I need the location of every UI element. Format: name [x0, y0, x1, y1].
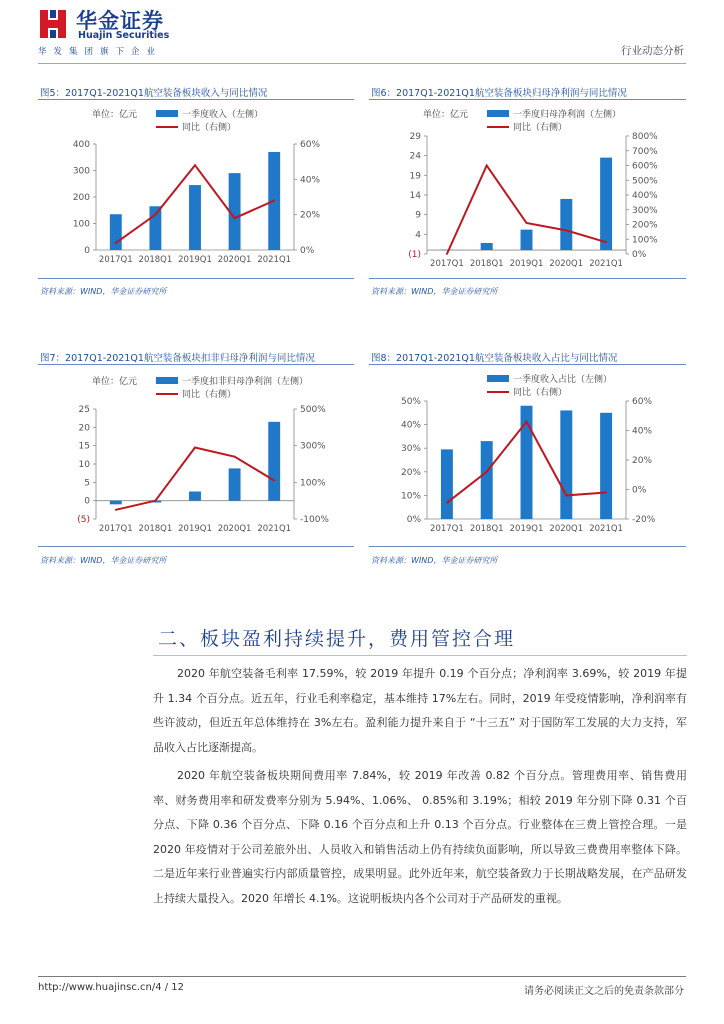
legend-bar-swatch — [487, 110, 509, 117]
left-axis-tick-label: 10% — [400, 491, 421, 502]
right-axis-tick-label: 60% — [632, 397, 653, 407]
report-type: 行业动态分析 — [621, 45, 684, 57]
figure-6-title: 图6：2017Q1-2021Q1航空装备板块归母净利润与同比情况 — [371, 88, 627, 99]
line-point — [234, 217, 236, 219]
line-point — [565, 230, 567, 232]
bar — [600, 413, 612, 519]
line-point — [194, 447, 196, 449]
line-point — [115, 242, 117, 244]
figure-6-source: 资料来源：WIND，华金证券研究所 — [371, 287, 498, 296]
left-axis-tick-label: 40% — [400, 420, 421, 431]
figure-8-title-line — [369, 364, 686, 365]
left-axis-tick-label: 100 — [72, 219, 90, 230]
bar — [189, 185, 201, 250]
left-axis-tick-label: 9 — [415, 210, 421, 221]
right-axis-tick-label: 40% — [632, 426, 653, 437]
x-axis-tick-label: 2021Q1 — [589, 259, 623, 269]
bar — [110, 214, 122, 250]
line-point — [446, 253, 448, 255]
line-point — [565, 495, 567, 497]
legend-bar-label: 一季度归母净利润（左侧） — [513, 110, 622, 120]
legend-bar-label: 一季度收入占比（左侧） — [513, 375, 613, 385]
right-axis-tick-label: 400% — [632, 191, 658, 201]
figure-5-source: 资料来源：WIND，华金证券研究所 — [40, 287, 167, 296]
right-axis-tick-label: 800% — [632, 132, 658, 142]
left-axis-tick-label: 300 — [72, 166, 90, 177]
line-point — [605, 492, 607, 494]
figure-7-bottom-line — [38, 546, 354, 547]
x-axis-tick-label: 2020Q1 — [217, 524, 252, 534]
left-axis-tick-label: (1) — [408, 250, 421, 260]
x-axis-tick-label: 2019Q1 — [509, 524, 544, 534]
right-axis-tick-label: 0% — [300, 246, 315, 256]
figure-6-bottom-line — [369, 278, 686, 279]
x-axis-tick-label: 2017Q1 — [98, 524, 133, 534]
x-axis-tick-label: 2020Q1 — [217, 255, 252, 265]
x-axis-tick-label: 2021Q1 — [257, 255, 292, 265]
left-axis-tick-label: 24 — [409, 151, 421, 162]
right-axis-tick-label: 200% — [632, 220, 658, 231]
left-axis-tick-label: 0 — [84, 246, 90, 256]
figure-5-title-line — [38, 99, 354, 100]
bar — [521, 230, 533, 250]
line-point — [486, 165, 488, 167]
x-axis-tick-label: 2017Q1 — [98, 255, 133, 265]
x-axis-tick-label: 2020Q1 — [549, 259, 584, 269]
left-axis-tick-label: 5 — [84, 478, 90, 489]
bar — [110, 501, 122, 505]
line-point — [526, 421, 528, 423]
line-point — [234, 456, 236, 458]
figure-8-bottom-line — [369, 546, 686, 547]
left-axis-tick-label: 15 — [78, 441, 90, 452]
paragraph-2: 2020 年航空装备板块期间费用率 7.84%，较 2019 年改善 0.82 个百分点。管理费用率、销售费用率、财务费用率和研发费率分别为 5.94%、1.06%、 0.85%和 3.19%；相较 2019 年分别下降 0.31 个百分点、下降 0.36 个百分点、下降 0.16 个百分点和上升 0.13 个百分点。行业整体在三费上管控合理。一是 2020 年疫情对于公司差旅外出、人员收入和销售活动上仍有持续负面影响，所以导致三费费用率整体下降。二是近年来行业普遍实行内部质量管控，成果明显。此外近年来，航空装备致力于长期战略发展，在产品研发上持续大量投入。2020 年增长 4.1%。这说明板块内各个公司对于产品研发的重视。 — [153, 769, 687, 905]
left-axis-tick-label: 4 — [415, 230, 421, 241]
bar — [481, 441, 493, 519]
left-axis-tick-label: 20% — [400, 467, 421, 478]
x-axis-tick-label: 2019Q1 — [509, 259, 544, 269]
bar — [600, 158, 612, 250]
right-axis-tick-label: 300% — [632, 205, 658, 216]
company-slogan: 华发集团旗下企业 — [38, 47, 163, 57]
company-logo-icon — [38, 8, 68, 40]
left-axis-tick-label: 400 — [72, 140, 90, 150]
company-name-cn: 华金证券 — [76, 9, 164, 33]
line-point — [194, 164, 196, 166]
x-axis-tick-label: 2021Q1 — [257, 524, 292, 534]
line-point — [273, 200, 275, 202]
left-axis-tick-label: 19 — [409, 171, 421, 182]
right-axis-tick-label: 700% — [632, 146, 658, 157]
bar — [149, 206, 161, 250]
left-axis-tick-label: 10 — [78, 460, 90, 470]
company-name-en: Huajin Securities — [78, 30, 170, 41]
right-axis-tick-label: 60% — [300, 140, 321, 150]
figure-8-source: 资料来源：WIND，华金证券研究所 — [371, 556, 498, 565]
bar — [268, 422, 280, 501]
figure-7-title-line — [38, 364, 354, 365]
right-axis-tick-label: 0% — [632, 250, 647, 260]
line-point — [115, 509, 117, 511]
legend-bar-label: 一季度扣非归母净利润（左侧） — [182, 377, 309, 387]
line-point — [273, 480, 275, 482]
left-axis-tick-label: 200 — [72, 193, 90, 203]
x-axis-tick-label: 2017Q1 — [430, 524, 464, 534]
right-axis-tick-label: 40% — [300, 175, 321, 186]
bar — [560, 410, 572, 519]
unit-label: 单位：亿元 — [92, 377, 138, 387]
header-divider — [38, 63, 686, 64]
figure-5-bottom-line — [38, 278, 354, 279]
bar — [229, 468, 241, 500]
bar — [441, 449, 453, 519]
figure-7-chart — [38, 367, 354, 545]
figure-8-title: 图8：2017Q1-2021Q1航空装备板块收入占比与同比情况 — [371, 353, 618, 364]
x-axis-tick-label: 2017Q1 — [430, 259, 464, 269]
right-axis-tick-label: 500% — [632, 176, 658, 187]
right-axis-tick-label: 20% — [632, 456, 653, 466]
x-axis-tick-label: 2019Q1 — [178, 524, 212, 534]
x-axis-tick-label: 2020Q1 — [549, 524, 584, 534]
x-axis-tick-label: 2018Q1 — [138, 524, 173, 534]
x-axis-tick-label: 2019Q1 — [178, 255, 212, 265]
bar — [189, 492, 201, 501]
line-point — [605, 241, 607, 243]
bar — [560, 199, 572, 250]
paragraph-1: 2020 年航空装备毛利率 17.59%，较 2019 年提升 0.19 个百分点；净利润率 3.69%，较 2019 年提升 1.34 个百分点。近五年，行业毛利率稳定，基本维持 17%左右。同时，2019 年受疫情影响，净利润率有些许波动，但近五年总体维持在 3%左右。盈利能力提升来自于 “十三五” 对于国防军工发展的大力支持，军品收入占比逐渐提高。 — [153, 667, 687, 754]
unit-label: 单位：亿元 — [423, 110, 469, 120]
right-axis-tick-label: 600% — [632, 161, 658, 172]
x-axis-tick-label: 2021Q1 — [589, 524, 623, 534]
figure-5-title: 图5：2017Q1-2021Q1航空装备板块收入与同比情况 — [40, 88, 268, 99]
x-axis-tick-label: 2018Q1 — [469, 524, 504, 534]
x-axis-tick-label: 2018Q1 — [469, 259, 504, 269]
right-axis-tick-label: 500% — [300, 405, 326, 415]
bar — [481, 243, 493, 250]
line-point — [486, 471, 488, 473]
figure-6-chart — [369, 102, 686, 276]
legend-line-label: 同比（右侧） — [182, 123, 237, 133]
line-point — [155, 500, 157, 502]
right-axis-tick-label: 100% — [632, 235, 658, 246]
figure-5-chart — [38, 102, 354, 276]
footer-divider — [38, 976, 686, 977]
bar — [441, 250, 453, 251]
unit-label: 单位：亿元 — [92, 110, 138, 120]
line-point — [526, 222, 528, 224]
left-axis-tick-label: 29 — [409, 132, 421, 142]
figure-6-title-line — [369, 99, 686, 100]
figure-8-chart — [369, 367, 686, 545]
left-axis-tick-label: 50% — [400, 397, 421, 407]
line-point — [155, 214, 157, 216]
legend-bar-swatch — [156, 377, 178, 384]
footer-disclaimer: 请务必阅读正文之后的免责条款部分 — [524, 986, 684, 997]
figure-7-source: 资料来源：WIND，华金证券研究所 — [40, 556, 167, 565]
left-axis-tick-label: 14 — [409, 191, 421, 201]
left-axis-tick-label: 20 — [78, 423, 90, 434]
right-axis-tick-label: -100% — [300, 515, 329, 525]
legend-line-label: 同比（右侧） — [513, 123, 568, 133]
left-axis-tick-label: (5) — [77, 515, 90, 525]
legend-line-label: 同比（右侧） — [513, 388, 568, 398]
right-axis-tick-label: -20% — [632, 515, 656, 525]
x-axis-tick-label: 2018Q1 — [138, 255, 173, 265]
right-axis-tick-label: 300% — [300, 441, 326, 452]
left-axis-tick-label: 30% — [400, 444, 421, 455]
legend-bar-label: 一季度收入（左侧） — [182, 110, 264, 120]
footer-url[interactable]: http://www.huajinsc.cn/4 / 12 — [38, 982, 185, 993]
left-axis-tick-label: 25 — [78, 405, 90, 415]
right-axis-tick-label: 100% — [300, 478, 326, 489]
section-divider — [153, 655, 687, 656]
left-axis-tick-label: 0% — [406, 515, 421, 525]
legend-bar-swatch — [487, 375, 509, 382]
left-axis-tick-label: 0 — [84, 496, 90, 507]
figure-7-title: 图7：2017Q1-2021Q1航空装备板块扣非归母净利润与同比情况 — [40, 353, 315, 364]
legend-line-label: 同比（右侧） — [182, 390, 237, 400]
right-axis-tick-label: 0% — [632, 485, 647, 496]
section-title: 二、板块盈利持续提升，费用管控合理 — [158, 628, 516, 650]
line-point — [446, 502, 448, 504]
right-axis-tick-label: 20% — [300, 210, 321, 221]
legend-bar-swatch — [156, 110, 178, 117]
